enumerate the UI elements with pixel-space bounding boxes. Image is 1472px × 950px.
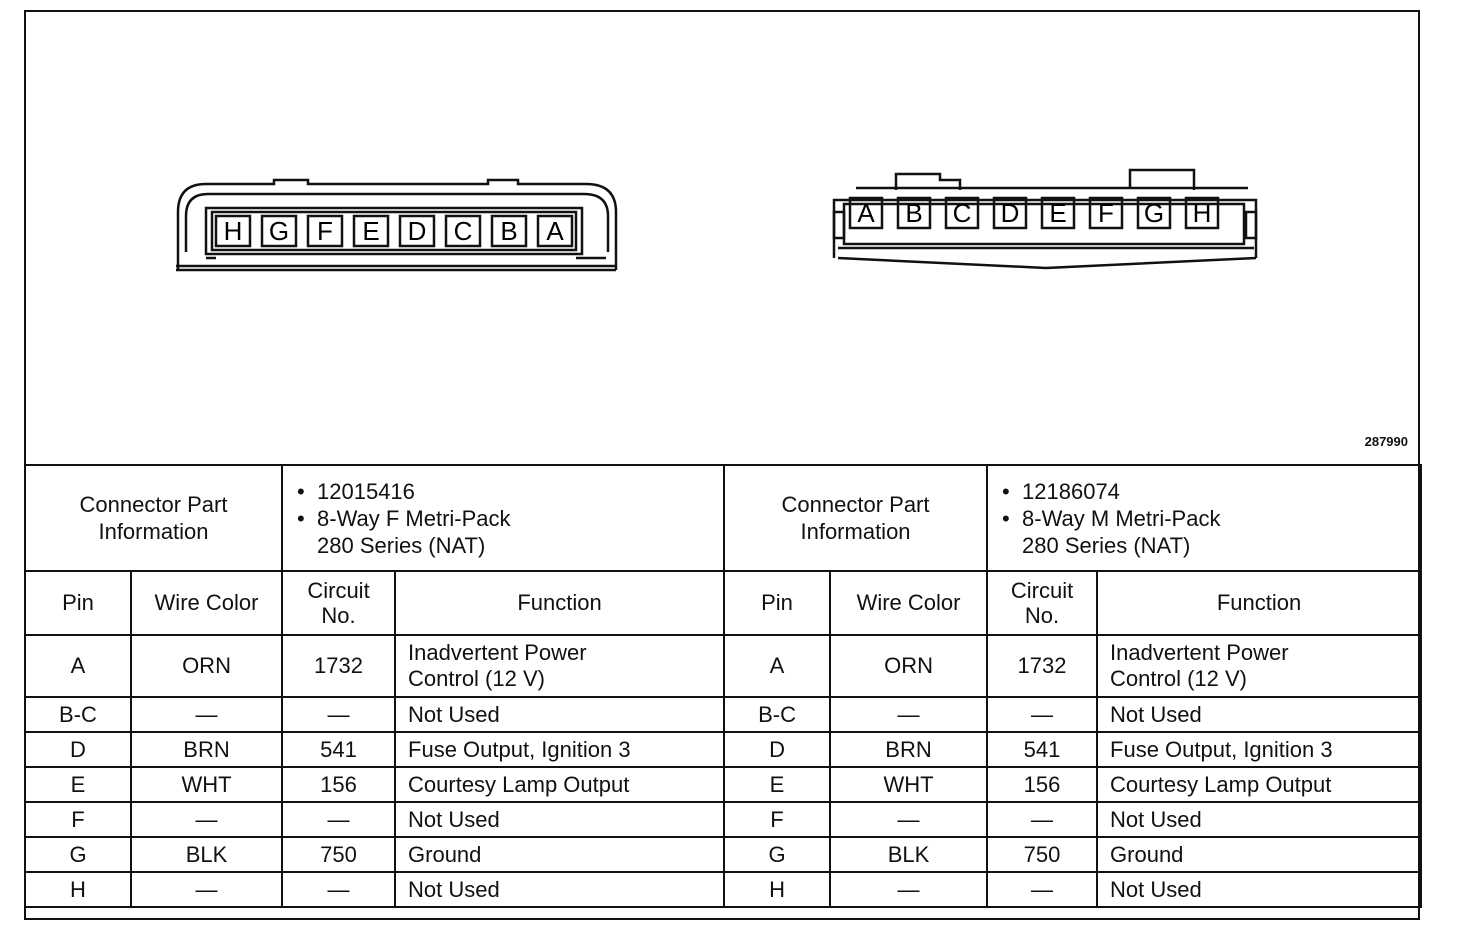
function-line1: Inadvertent Power [1110,640,1289,665]
circuit-cell: — [987,872,1097,907]
pin-label: E [362,216,380,246]
function-line1: Inadvertent Power [408,640,587,665]
function-line1: Not Used [408,701,500,727]
pin-cell: A [724,635,830,697]
wire-color-cell: WHT [830,767,987,802]
circuit-cell: 156 [987,767,1097,802]
function-cell [395,635,724,697]
pin-label: H [1192,198,1212,228]
pin-cell: D [724,732,830,767]
function-cell [1097,697,1421,732]
circuit-cell: 750 [987,837,1097,872]
connector-diagram [26,12,1422,464]
table-row [25,767,1421,802]
pin-label: H [223,216,243,246]
function-cell [1097,635,1421,697]
function-line1: Not Used [1110,701,1202,727]
function-cell [395,802,724,837]
function-cell [395,767,724,802]
table-row [25,697,1421,732]
circuit-cell: 541 [282,732,395,767]
function-cell [1097,837,1421,872]
pin-label: A [546,216,564,246]
part-number-1: • 12015416 [317,478,717,505]
wire-color-cell: — [131,802,282,837]
circuit-cell: — [282,872,395,907]
function-cell [395,837,724,872]
col-header-circuit-line2: No. [321,603,356,628]
connector-info-label-2: Connector Part Information [724,465,987,571]
col-header-circuit [987,571,1097,635]
col-header-wire-color: Wire Color [131,571,282,635]
pin-label: G [268,216,290,246]
connector-drawings [26,12,1422,464]
pin-label: B [500,216,518,246]
col-header-wire-color: Wire Color [830,571,987,635]
pin-label: E [1049,198,1067,228]
diagram-frame [24,10,1420,920]
pin-label: D [1000,198,1020,228]
description-1-line1: • 8-Way F Metri-Pack [317,505,717,532]
function-cell [395,872,724,907]
pin-cell: B-C [724,697,830,732]
circuit-cell: 750 [282,837,395,872]
pin-cell: H [724,872,830,907]
wire-color-cell: ORN [830,635,987,697]
function-line1: Fuse Output, Ignition 3 [408,736,631,762]
function-cell [1097,802,1421,837]
pin-label: B [905,198,923,228]
function-line1: Not Used [1110,876,1202,902]
circuit-cell: 1732 [987,635,1097,697]
table-row [25,802,1421,837]
pin-label: C [952,198,972,228]
column-header-row [25,571,1421,635]
col-header-circuit-line1: Circuit [1010,578,1074,603]
wire-color-cell: — [131,697,282,732]
table-row [25,837,1421,872]
wire-color-cell: — [830,802,987,837]
col-header-circuit-line1: Circuit [307,578,370,603]
function-cell [395,697,724,732]
circuit-cell: 1732 [282,635,395,697]
connector-info-2 [987,465,1421,571]
function-line2: Control (12 V) [408,666,545,691]
pin-cell: F [25,802,131,837]
wire-color-cell: BLK [131,837,282,872]
male-pin-labels [850,198,1218,228]
female-pin-labels [216,216,572,246]
connector-info-label-1: Connector Part Information [25,465,282,571]
pin-label: A [857,198,875,228]
pinout-table [24,464,1422,908]
function-cell [1097,732,1421,767]
pin-cell: G [724,837,830,872]
description-1-line2: 280 Series (NAT) [317,532,486,558]
circuit-cell: — [282,697,395,732]
pin-cell: G [25,837,131,872]
pin-label: C [453,216,473,246]
col-header-function: Function [1097,571,1421,635]
col-header-function: Function [395,571,724,635]
table-row [25,635,1421,697]
function-line1: Not Used [408,806,500,832]
pin-label: F [1098,198,1114,228]
function-line1: Ground [408,841,482,867]
function-cell [395,732,724,767]
wire-color-cell: WHT [131,767,282,802]
circuit-cell: — [987,697,1097,732]
part-number-2: • 12186074 [1022,478,1414,505]
figure-id: 287990 [1364,434,1408,449]
function-line1: Ground [1110,841,1184,867]
function-line1: Fuse Output, Ignition 3 [1110,736,1333,762]
function-line1: Not Used [408,876,500,902]
wire-color-cell: BRN [830,732,987,767]
pin-cell: E [724,767,830,802]
description-2-line1: • 8-Way M Metri-Pack [1022,505,1414,532]
pin-cell: F [724,802,830,837]
function-line1: Courtesy Lamp Output [408,771,630,797]
table-row [25,732,1421,767]
wire-color-cell: — [830,697,987,732]
connector-info-1 [282,465,724,571]
pin-cell: B-C [25,697,131,732]
pin-cell: H [25,872,131,907]
col-header-circuit-line2: No. [1024,603,1060,628]
pin-label: F [317,216,333,246]
circuit-cell: — [282,802,395,837]
wire-color-cell: BLK [830,837,987,872]
table-row [25,872,1421,907]
pin-label: D [407,216,427,246]
circuit-cell: 156 [282,767,395,802]
wire-color-cell: — [131,872,282,907]
function-line1: Not Used [1110,806,1202,832]
connector-info-row [25,465,1421,571]
circuit-cell: — [987,802,1097,837]
col-header-pin: Pin [724,571,830,635]
function-line2: Control (12 V) [1110,666,1247,691]
pin-cell: A [25,635,131,697]
function-cell [1097,767,1421,802]
pin-cell: D [25,732,131,767]
col-header-pin: Pin [25,571,131,635]
wire-color-cell: BRN [131,732,282,767]
pin-cell: E [25,767,131,802]
wire-color-cell: — [830,872,987,907]
pin-rows [25,635,1421,907]
pin-label: G [1143,198,1165,228]
description-2-line2: 280 Series (NAT) [1022,532,1191,558]
function-line1: Courtesy Lamp Output [1110,771,1332,797]
circuit-cell: 541 [987,732,1097,767]
function-cell [1097,872,1421,907]
col-header-circuit [282,571,395,635]
wire-color-cell: ORN [131,635,282,697]
